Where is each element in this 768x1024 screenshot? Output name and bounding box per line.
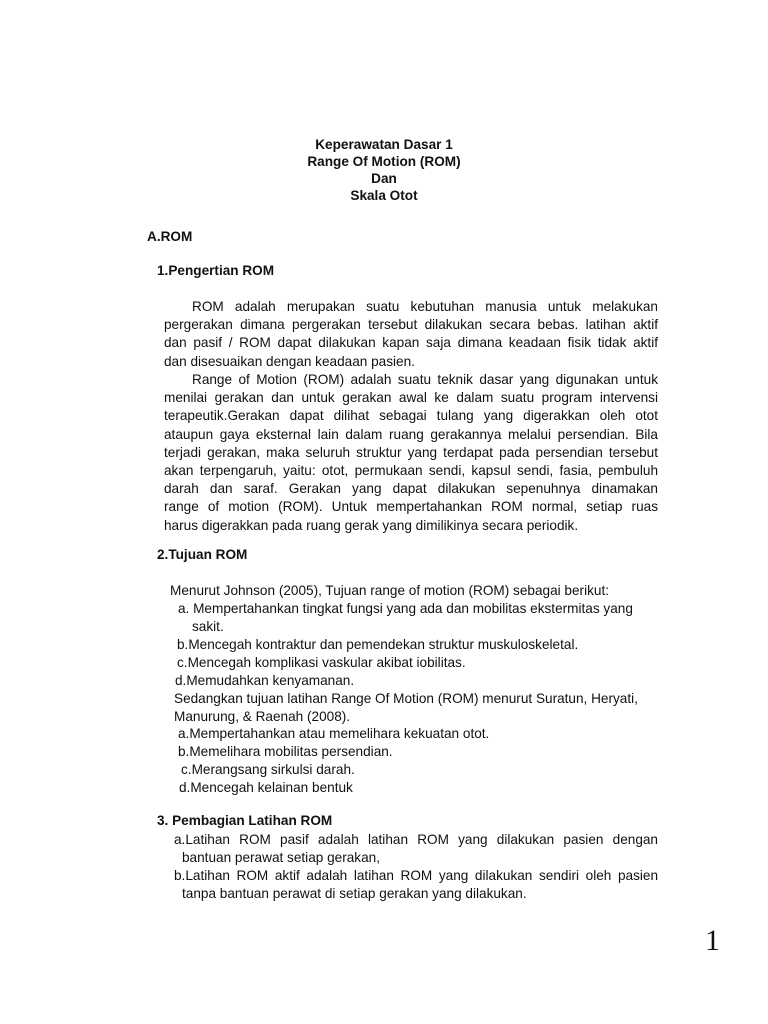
pengertian-p1-line: dan disesuaikan dengan keadaan pasien.: [164, 353, 415, 369]
pengertian-p2-line: Range of Motion (ROM) adalah suatu teknik dasar yang digunakan untuk: [192, 372, 658, 387]
pengertian-paragraph-1: [164, 298, 658, 371]
page-number: 1: [705, 924, 720, 957]
tujuan-item-b: b.Mencegah kontraktur dan pemendekan struktur muskuloskeletal.: [177, 637, 579, 652]
title-line-3: Dan: [371, 171, 397, 186]
pembagian-item-b-line-2: tanpa bantuan perawat di setiap gerakan yang dilakukan.: [182, 886, 527, 902]
title-line-4: Skala Otot: [350, 188, 418, 203]
section-a-heading: A.ROM: [147, 229, 193, 244]
pengertian-paragraph-2: [164, 371, 658, 535]
pengertian-p2-line: terapeutik.Gerakan dapat dilihat sebagai tulang yang digerakkan oleh otot: [164, 408, 658, 424]
pembagian-item-a-line-1: a.Latihan ROM pasif adalah latihan ROM yang dilakukan pasien dengan: [174, 832, 658, 847]
pengertian-p2-line: akan terpengaruh, yaitu: otot, permukaan sendi, kapsul sendi, fasia, pembuluh: [164, 463, 658, 479]
pengertian-p1-line: ROM adalah merupakan suatu kebutuhan manusia untuk melakukan: [192, 299, 658, 314]
pembagian-item-a-line-2: bantuan perawat setiap gerakan,: [182, 850, 381, 866]
pengertian-p2-line: range of motion (ROM). Untuk mempertahankan ROM normal, setiap ruas: [164, 499, 658, 515]
pengertian-p1-line: pergerakan dimana pergerakan tersebut dilakukan secara bebas. latihan aktif: [164, 317, 658, 333]
document-title: [0, 136, 768, 204]
pengertian-p2-line: darah dan saraf. Gerakan yang dapat dilakukan sepenuhnya dinamakan: [164, 481, 658, 497]
tujuan-item-c: c.Mencegah komplikasi vaskular akibat iobilitas.: [177, 655, 466, 670]
pengertian-p2-line: terjadi gerakan, maka seluruh struktur yang terdapat pada persendian tersebut: [164, 444, 658, 460]
pengertian-p2-line: menilai gerakan dan untuk gerakan awal ke dalam suatu program intervensi: [164, 390, 658, 406]
title-line-1: Keperawatan Dasar 1: [315, 137, 453, 152]
tujuan-intro: Menurut Johnson (2005), Tujuan range of motion (ROM) sebagai berikut:: [170, 583, 610, 598]
tujuan-item2-c: c.Merangsang sirkulsi darah.: [181, 762, 355, 777]
tujuan-item-a-line-1: a. Mempertahankan tingkat fungsi yang ada dan mobilitas ekstermitas yang: [178, 601, 633, 616]
tujuan-item2-a: a.Mempertahankan atau memelihara kekuatan otot.: [178, 726, 490, 741]
pengertian-heading: 1.Pengertian ROM: [157, 263, 275, 278]
pengertian-p1-line: dan pasif / ROM dapat dilakukan kapan saja dimana keadaan fisik tidak aktif: [164, 335, 658, 351]
pengertian-p2-line: harus digerakkan pada ruang gerak yang dimilikinya secara periodik.: [164, 517, 579, 533]
tujuan-item-a-line-2: sakit.: [192, 619, 224, 634]
tujuan-intro-2-line-1: Sedangkan tujuan latihan Range Of Motion (ROM) menurut Suratun, Heryati,: [174, 691, 638, 706]
tujuan-item2-d: d.Mencegah kelainan bentuk: [179, 780, 353, 795]
pembagian-item-b-line-1: b.Latihan ROM aktif adalah latihan ROM yang dilakukan sendiri oleh pasien: [174, 868, 658, 883]
tujuan-item2-b: b.Memelihara mobilitas persendian.: [178, 744, 393, 759]
tujuan-intro-2-line-2: Manurung, & Raenah (2008).: [174, 709, 351, 724]
tujuan-heading: 2.Tujuan ROM: [157, 547, 248, 562]
pembagian-item-b: [174, 867, 658, 903]
tujuan-item-d: d.Memudahkan kenyamanan.: [175, 673, 355, 688]
title-line-2: Range Of Motion (ROM): [307, 154, 461, 169]
pembagian-heading: 3. Pembagian Latihan ROM: [157, 813, 333, 828]
pengertian-p2-line: ataupun gaya eksternal lain dalam ruang gerakannya melalui persendian. Bila: [164, 426, 658, 442]
pembagian-item-a: [174, 831, 658, 867]
